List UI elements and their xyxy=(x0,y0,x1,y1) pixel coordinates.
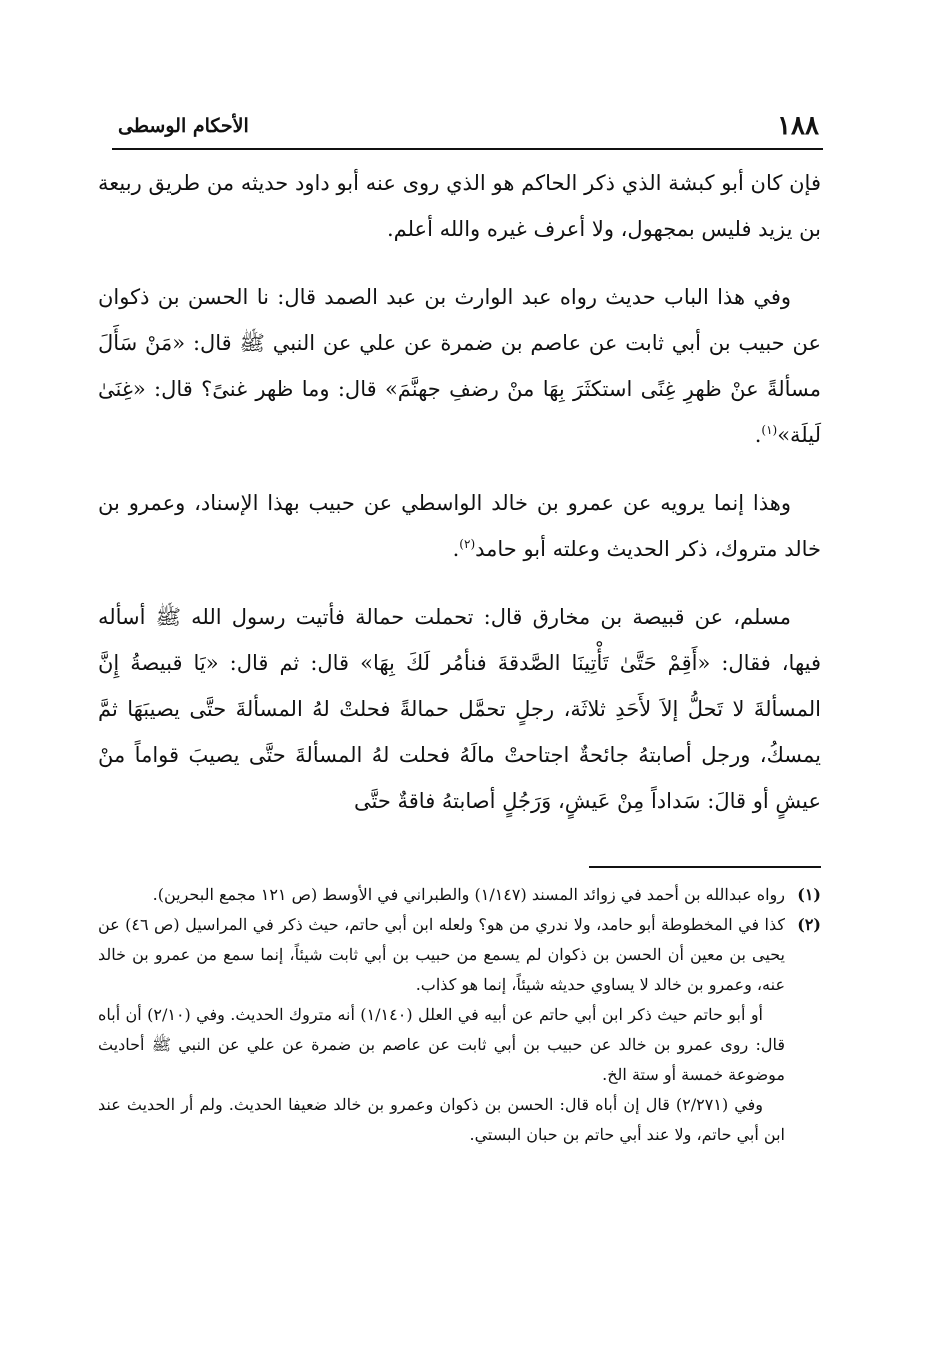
book-title: الأحكام الوسطى xyxy=(118,115,249,137)
page-header xyxy=(118,104,819,148)
paragraph-3 xyxy=(98,480,821,572)
footnote-2 xyxy=(98,910,821,1150)
main-text xyxy=(98,160,821,824)
paragraph-2-end: . xyxy=(754,423,762,447)
header-rule xyxy=(112,148,823,150)
paragraph-3-end: . xyxy=(452,537,460,561)
paragraph-4: مسلم، عن قبيصة بن مخارق قال: تحملت حمالة فأتيت رسول الله ﷺ أسأله فيها، فقال: «أَقِمْ حَتَّىٰ تَأْتِينَا الصَّدقةَ فنأمُر لَكَ بِهَا» قال: ثم قال: «يَا قبيصةُ إِنَّ المسألةَ لا تَحلُّ إلاَ لأَحَدِ ثلاثَة، رجلٍ تحمَّل حمالةً فحلتْ لهُ المسألةَ حتَّى يصيبَهَا ثمَّ يمسكُ، ورجل أصابتهُ جائحةٌ اجتاحتْ مالَهُ فحلت لهُ المسألةَ حتَّى يصيبَ قواماً منْ عيشٍ أو قالَ: سَداداً مِنْ عَيشٍ، وَرَجُلٍ أصابتهُ فاقةٌ حتَّى xyxy=(98,605,821,813)
footnote-1 xyxy=(98,880,821,910)
footnote-2-text: كذا في المخطوطة أبو حامد، ولا ندري من هو؟ ولعله ابن أبي حاتم، حيث ذكر في المراسيل (ص ٤٦) عن يحيى بن معين أن الحسن بن ذكوان لم يسمع من حبيب بن أبي ثابت شيئاً، إنما سمع من عمرو بن خالد عنه، وعمرو بن خالد لا يساوي حديثه شيئاً، إنما هو كذاب. xyxy=(98,915,785,994)
footnote-rule xyxy=(589,866,821,868)
paragraph-1: فإن كان أبو كبشة الذي ذكر الحاكم هو الذي روى عنه أبو داود حديثه من طريق ربيعة بن يزيد فليس بمجهول، ولا أعرف غيره والله أعلم. xyxy=(98,171,821,241)
footnote-2-continuation-1: أو أبو حاتم حيث ذكر ابن أبي حاتم عن أبيه في العلل (١/١٤٠) أنه متروك الحديث. وفي (٢/١٠) أن أباه قال: روى عمرو بن خالد عن حبيب بن أبي ثابت عن عاصم بن ضمرة عن علي عن النبي ﷺ أحاديث موضوعة خمسة أو ستة الخ. xyxy=(98,1005,785,1084)
footnote-ref-2: (٢) xyxy=(459,537,476,551)
footnote-2-body xyxy=(98,910,785,1150)
footnote-ref-1: (١) xyxy=(761,423,778,437)
footnote-2-number: (٢) xyxy=(797,915,821,934)
footnote-1-text: رواه عبدالله بن أحمد في زوائد المسند (١/١٤٧) والطبراني في الأوسط (ص ١٢١ مجمع البحرين). xyxy=(152,885,785,904)
paragraph-gap xyxy=(98,458,821,480)
paragraph-2 xyxy=(98,274,821,458)
footnotes xyxy=(98,880,821,1150)
footnote-1-number: (١) xyxy=(797,885,821,904)
paragraph-2-text: وفي هذا الباب حديث رواه عبد الوارث بن عبد الصمد قال: نا الحسن بن ذكوان عن حبيب بن أبي ثابت عن عاصم بن ضمرة عن علي عن النبي ﷺ قال: «مَنْ سَأَلَ مسألةً عنْ ظهرِ غِنًى استكثَرَ بِهَا منْ رضفِ جهنَّمَ» قال: وما ظهر غنىً؟ قال: «غِنَىٰ لَيلَة» xyxy=(98,285,821,447)
paragraph-gap xyxy=(98,252,821,274)
paragraph-3-text: وهذا إنما يرويه عن عمرو بن خالد الواسطي عن حبيب بهذا الإسناد، وعمرو بن خالد متروك، ذكر الحديث وعلته أبو حامد xyxy=(98,491,821,561)
paragraph-gap xyxy=(98,572,821,594)
page-number: ١٨٨ xyxy=(777,111,819,141)
footnote-2-continuation-2: وفي (٢/٢٧١) قال إن أباه قال: الحسن بن ذكوان وعمرو بن خالد ضعيفا الحديث. ولم أر الحديث عند ابن أبي حاتم، ولا عند أبي حاتم بن حبان البستي. xyxy=(98,1095,785,1144)
